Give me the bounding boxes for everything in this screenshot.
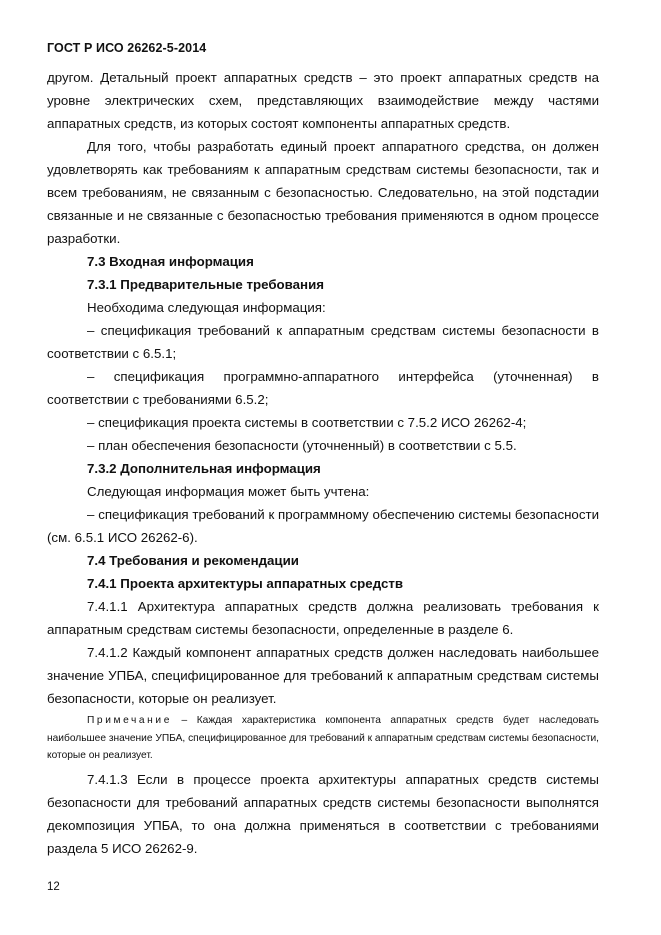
note-text: – Каждая характеристика компонента аппаратных средств будет наследовать наибольшее значение УПБА, специфицированное для требований к аппаратным средствам системы безопасности, которые он реализует. xyxy=(47,715,600,761)
page-number: 12 xyxy=(47,881,60,893)
paragraph-continuation-line-1: другом. Детальный проект аппаратных средств – это проект аппаратных средств на xyxy=(47,70,599,85)
list-item: – план обеспечения безопасности (уточненный) в соответствии с 5.5. xyxy=(87,438,517,453)
list-item: – спецификация проекта системы в соответствии с 7.5.2 ИСО 26262-4; xyxy=(87,415,527,430)
paragraph-7-4-1-2: 7.4.1.2 Каждый компонент аппаратных средств должен наследовать наибольшее значение УПБА, специфицированное для требований к аппаратным средствам системы безопасности, которые он реализует. xyxy=(47,645,599,706)
paragraph-continuation-line-2: уровне электрических схем, представляющих взаимодействие между частями xyxy=(47,93,599,108)
note xyxy=(47,712,599,765)
list-item: – спецификация программно-аппаратного интерфейса (уточненная) в соответствии с требованиями 6.5.2; xyxy=(47,369,599,407)
section-heading-7-4: 7.4 Требования и рекомендации xyxy=(87,553,299,568)
section-heading-7-3: 7.3 Входная информация xyxy=(87,254,254,269)
list-item: – спецификация требований к программному обеспечению системы безопасности (см. 6.5.1 ИСО 26262-6). xyxy=(47,507,599,545)
paragraph-7-4-1-3: 7.4.1.3 Если в процессе проекта архитектуры аппаратных средств системы безопасности для требований аппаратных средств системы безопасности выполнятся декомпозиция УПБА, то она должна применяться в соответствии с требованиями раздела 5 ИСО 26262-9. xyxy=(47,771,599,856)
paragraph-continuation-line-3: аппаратных средств, из которых состоят компоненты аппаратных средств. xyxy=(47,116,511,131)
paragraph-required-info: Необходима следующая информация: xyxy=(87,300,326,315)
section-heading-7-3-2: 7.3.2 Дополнительная информация xyxy=(87,461,321,476)
note-label: Примечание xyxy=(87,715,172,726)
paragraph-single-design: Для того, чтобы разработать единый проект аппаратного средства, он должен удовлетворять как требованиям к аппаратным средствам системы безопасности, так и всем требованиям, не связанным с безопасностью. Следовательно, на этой подстадии связанные и не связанные с безопасностью требования применяются в одном процессе разработки. xyxy=(47,139,599,246)
section-heading-7-4-1: 7.4.1 Проекта архитектуры аппаратных средств xyxy=(87,576,404,591)
document-header: ГОСТ Р ИСО 26262-5-2014 xyxy=(47,41,207,55)
page-body xyxy=(47,66,599,860)
section-heading-7-3-1: 7.3.1 Предварительные требования xyxy=(87,277,325,292)
list-item: – спецификация требований к аппаратным средствам системы безопасности в соответствии с 6.5.1; xyxy=(47,323,599,361)
paragraph-7-4-1-1: 7.4.1.1 Архитектура аппаратных средств должна реализовать требования к аппаратным средствам системы безопасности, определенные в разделе 6. xyxy=(47,599,599,637)
paragraph-optional-info: Следующая информация может быть учтена: xyxy=(87,484,370,499)
